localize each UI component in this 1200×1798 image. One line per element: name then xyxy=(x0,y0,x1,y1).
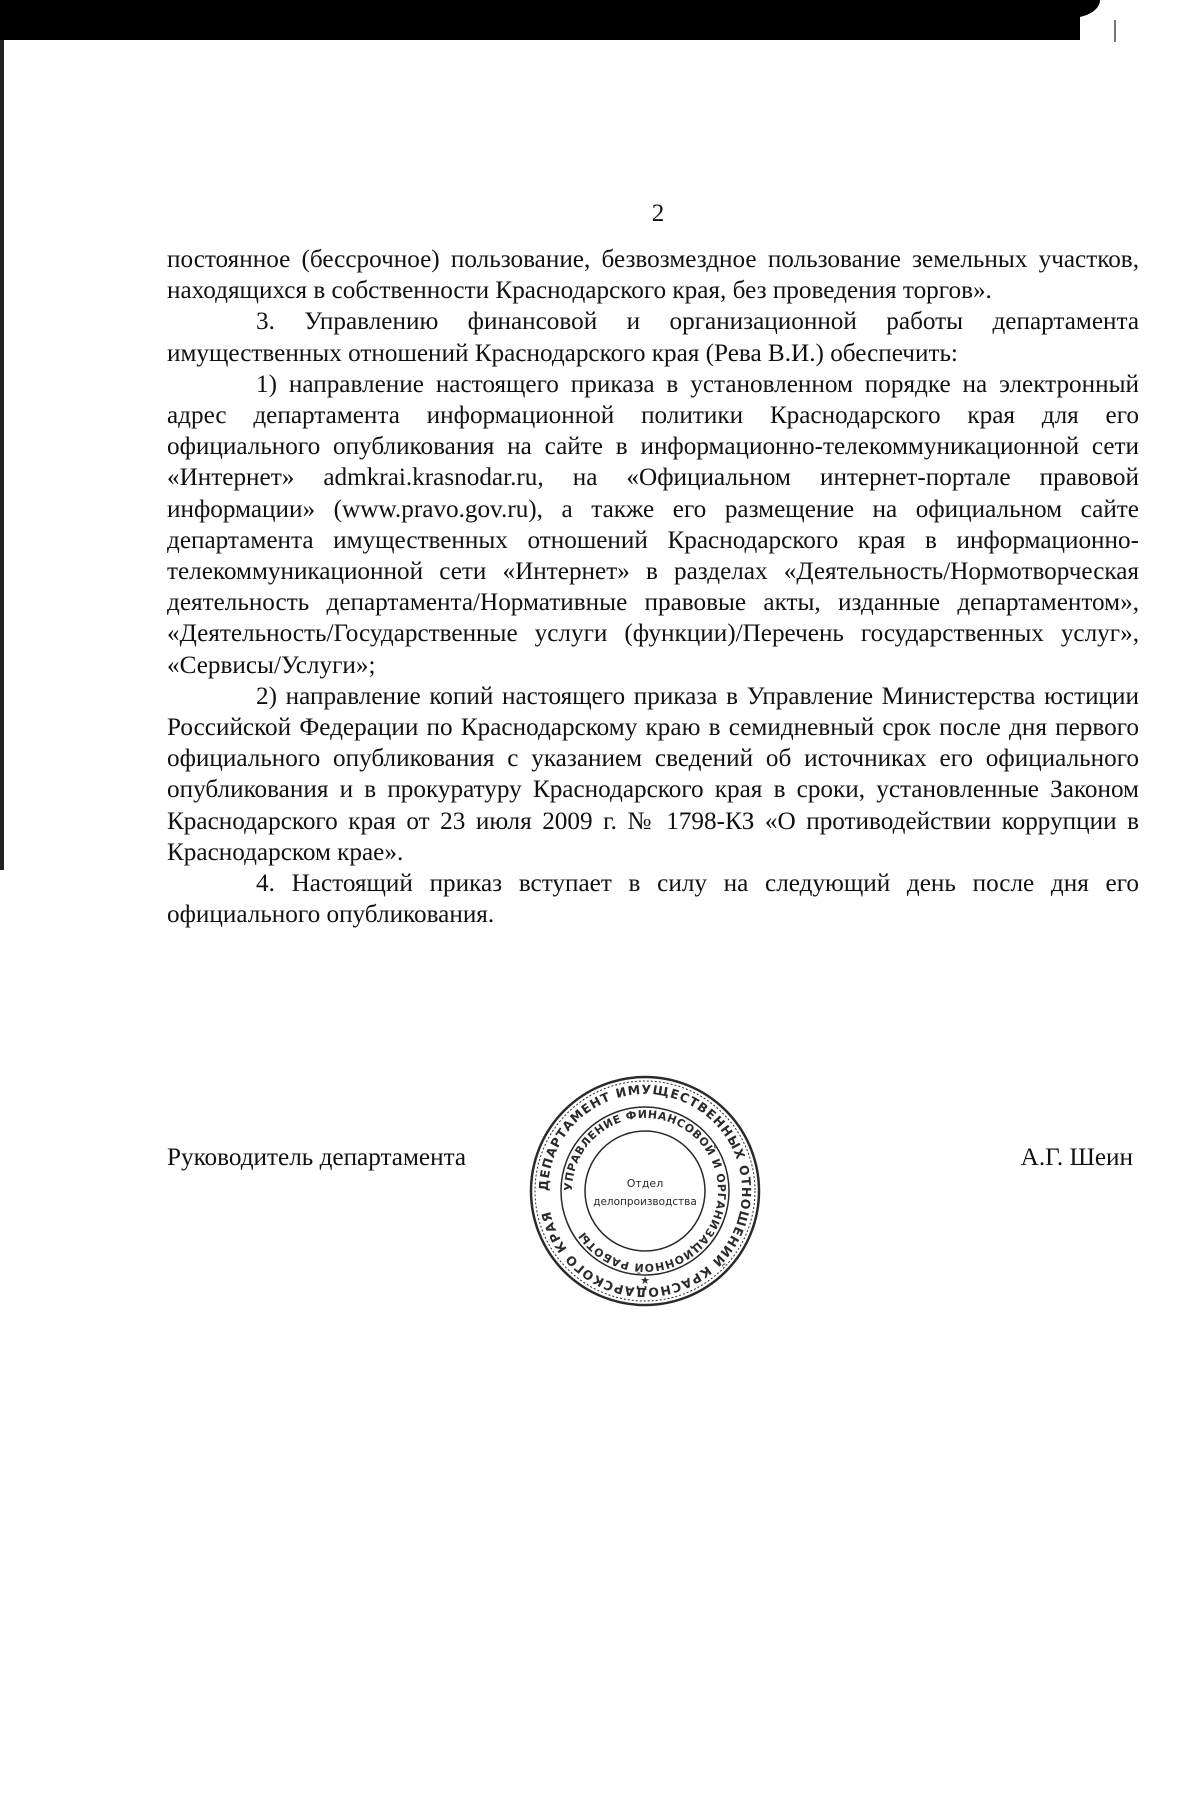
paragraph-continuation: постоянное (бессрочное) пользование, безвозмездное пользование земельных участков, находящихся в собственности Краснодарского края, без проведения торгов». xyxy=(167,246,1139,305)
scan-artifact-right-mark xyxy=(1114,20,1116,42)
signatory-title: Руководитель департамента xyxy=(167,1144,467,1171)
scan-artifact-top-bar xyxy=(0,0,1080,40)
seal-outer-text: ДЕПАРТАМЕНТ ИМУЩЕСТВЕННЫХ ОТНОШЕНИЙ КРАСНОДАРСКОГО КРАЯ xyxy=(535,1081,755,1301)
seal-middle-text: УПРАВЛЕНИЕ ФИНАНСОВОЙ И ОРГАНИЗАЦИОННОЙ РАБОТЫ xyxy=(561,1107,729,1275)
seal-star-bottom: ★ xyxy=(640,1274,650,1287)
seal-center-line-2: делопроизводства xyxy=(593,1196,697,1208)
paragraph-subitem-1: 1) направление настоящего приказа в установленном порядке на электронный адрес департамента информационной политики Краснодарского края для его официального опубликования на сайте в информационно-телекоммуникационной сети «Интернет» admkrai.krasnodar.ru, на «Официальном интернет-портале правовой информации» (www.pravo.gov.ru), а также его размещение на официальном сайте департамента имущественных отношений Краснодарского края в информационно-телекоммуникационной сети «Интернет» в разделах «Деятельность/Нормотворческая деятельность департамента/Нормативные правовые акты, изданные департаментом», «Деятельность/Государственные услуги (функции)/Перечень государственных услуг», «Сервисы/Услуги»; xyxy=(167,370,1139,679)
document-body xyxy=(167,244,1139,930)
official-seal xyxy=(528,1074,762,1308)
paragraph-item-4: 4. Настоящий приказ вступает в силу на следующий день после дня его официального опубликования. xyxy=(167,870,1139,929)
paragraph-item-3: 3. Управлению финансовой и организационной работы департамента имущественных отношений Краснодарского края (Рева В.И.) обеспечить: xyxy=(167,308,1139,367)
seal-inner-ring xyxy=(585,1131,705,1251)
seal-middle-ring xyxy=(561,1107,729,1275)
seal-center-line-1: Отдел xyxy=(626,1177,664,1190)
paragraph-subitem-2: 2) направление копий настоящего приказа в Управление Министерства юстиции Российской Федерации по Краснодарскому краю в семидневный срок после дня первого официального опубликования с указанием сведений об источниках его официального опубликования и в прокуратуру Краснодарского края в сроки, установленные Законом Краснодарского края от 23 июля 2009 г. № 1798-КЗ «О противодействии коррупции в Краснодарском крае». xyxy=(167,682,1139,866)
signatory-name: А.Г. Шеин xyxy=(1020,1144,1133,1171)
scan-artifact-top-bar-tail xyxy=(940,0,1100,18)
scan-artifact-left-edge xyxy=(0,40,4,870)
page-number: 2 xyxy=(651,200,665,227)
